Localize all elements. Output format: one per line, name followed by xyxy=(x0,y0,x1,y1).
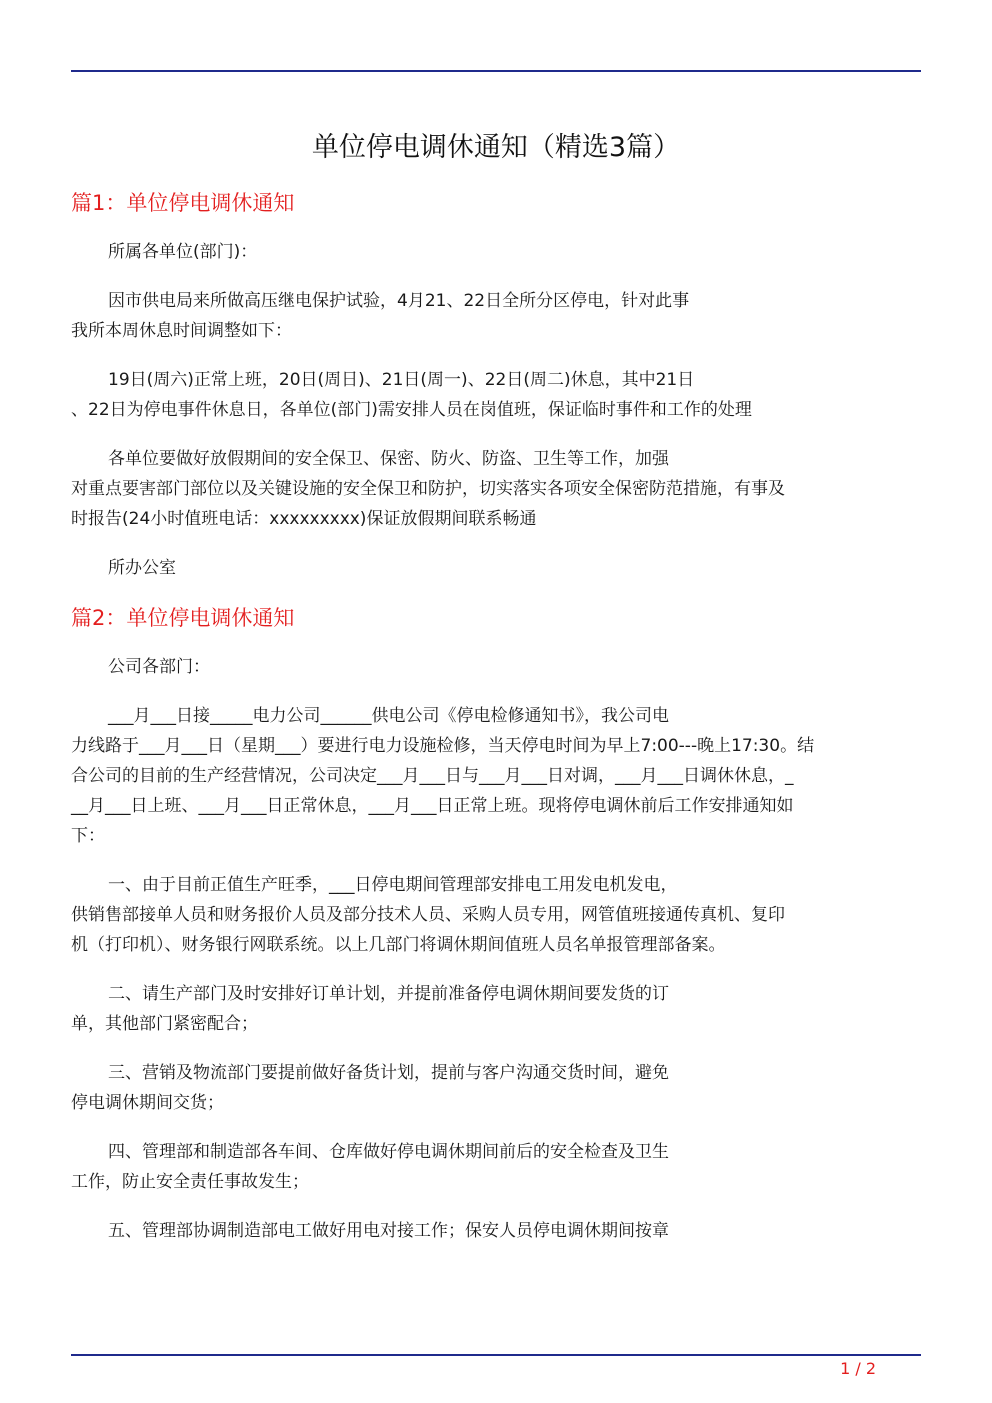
paragraph-line: 我所本周休息时间调整如下： xyxy=(71,321,292,341)
paragraph xyxy=(71,444,921,534)
paragraph-line: 公司各部门： xyxy=(108,657,210,677)
paragraph xyxy=(71,701,921,851)
paragraph-line: 四、管理部和制造部各车间、仓库做好停电调休期间前后的安全检查及卫生 xyxy=(108,1142,669,1162)
page-number: 1 / 2 xyxy=(840,1359,876,1378)
footer-rule xyxy=(71,1354,921,1356)
paragraph-line: 三、营销及物流部门要提前做好备货计划，提前与客户沟通交货时间，避免 xyxy=(108,1063,669,1083)
paragraph-line: __月___日上班、___月___日正常休息，___月___日正常上班。现将停电调休前后工作安排通知如 xyxy=(71,796,794,816)
article-heading: 篇1：单位停电调休通知 xyxy=(71,191,295,215)
paragraph-line: 时报告(24小时值班电话：xxxxxxxxx)保证放假期间联系畅通 xyxy=(71,509,537,529)
paragraph-line: 单，其他部门紧密配合； xyxy=(71,1014,258,1034)
paragraph xyxy=(71,1137,921,1197)
paragraph xyxy=(71,237,921,267)
paragraph xyxy=(71,1216,921,1246)
document-body xyxy=(71,187,921,1265)
paragraph-line: 机（打印机）、财务银行网联系统。以上几部门将调休期间值班人员名单报管理部备案。 xyxy=(71,935,726,955)
paragraph xyxy=(71,652,921,682)
paragraph-line: 供销售部接单人员和财务报价人员及部分技术人员、采购人员专用，网管值班接通传真机、复印 xyxy=(71,905,785,925)
paragraph-line: 合公司的目前的生产经营情况，公司决定___月___日与___月___日对调，___月___日调休休息，_ xyxy=(71,766,794,786)
paragraph-line: 所属各单位(部门)： xyxy=(108,242,258,262)
paragraph-line: 一、由于目前正值生产旺季，___日停电期间管理部安排电工用发电机发电， xyxy=(108,875,678,895)
paragraph-line: 所办公室 xyxy=(108,558,176,578)
paragraph xyxy=(71,870,921,960)
paragraph-line: 五、管理部协调制造部电工做好用电对接工作；保安人员停电调休期间按章 xyxy=(108,1221,669,1241)
header-rule xyxy=(71,70,921,72)
paragraph-line: ___月___日接_____电力公司______供电公司《停电检修通知书》，我公司电 xyxy=(108,706,669,726)
paragraph-line: 各单位要做好放假期间的安全保卫、保密、防火、防盗、卫生等工作，加强 xyxy=(108,449,669,469)
article-heading: 篇2：单位停电调休通知 xyxy=(71,606,295,630)
paragraph-line: 力线路于___月___日（星期___）要进行电力设施检修，当天停电时间为早上7:00---晚上17:30。结 xyxy=(71,736,815,756)
paragraph-line: 、22日为停电事件休息日，各单位(部门)需安排人员在岗值班，保证临时事件和工作的处理 xyxy=(71,400,752,420)
paragraph-line: 下： xyxy=(71,826,105,846)
paragraph-line: 因市供电局来所做高压继电保护试验，4月21、22日全所分区停电，针对此事 xyxy=(108,291,690,311)
paragraph-line: 19日(周六)正常上班，20日(周日)、21日(周一)、22日(周二)休息，其中21日 xyxy=(108,370,695,390)
paragraph-line: 二、请生产部门及时安排好订单计划，并提前准备停电调休期间要发货的订 xyxy=(108,984,669,1004)
paragraph xyxy=(71,365,921,425)
paragraph xyxy=(71,1058,921,1118)
paragraph xyxy=(71,979,921,1039)
paragraph xyxy=(71,286,921,346)
paragraph-line: 对重点要害部门部位以及关键设施的安全保卫和防护，切实落实各项安全保密防范措施，有事及 xyxy=(71,479,785,499)
document-title: 单位停电调休通知（精选3篇） xyxy=(311,132,681,163)
paragraph-line: 停电调休期间交货； xyxy=(71,1093,224,1113)
paragraph xyxy=(71,553,921,583)
paragraph-line: 工作，防止安全责任事故发生； xyxy=(71,1172,309,1192)
